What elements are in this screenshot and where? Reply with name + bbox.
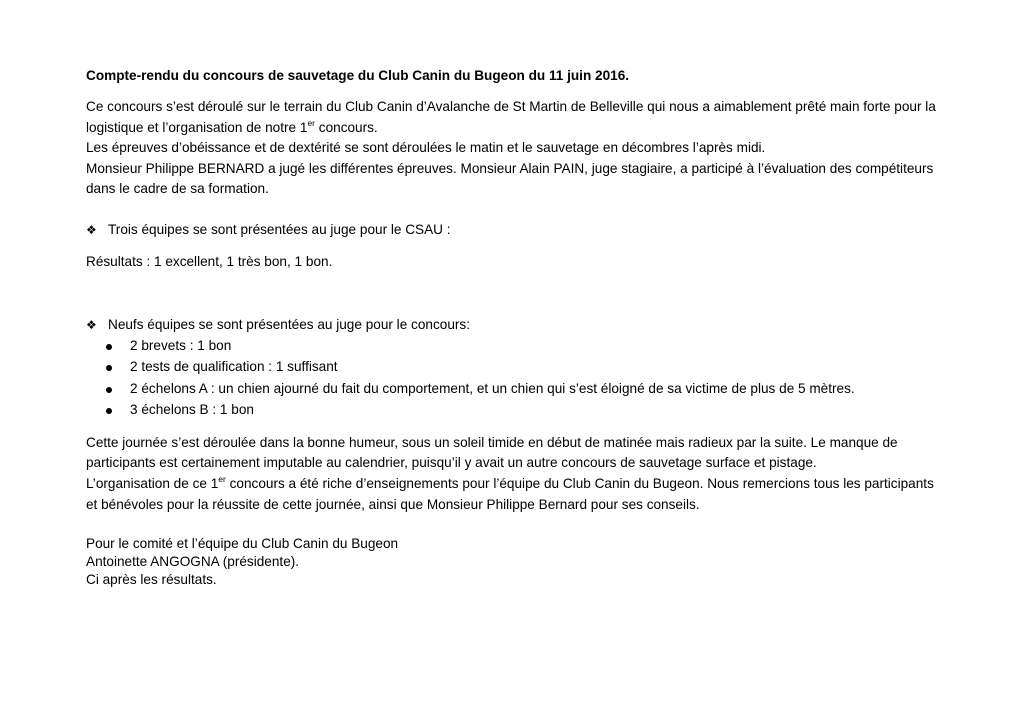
intro-line: dans le cadre de sa formation. (86, 181, 269, 197)
signature-line: Pour le comité et l’équipe du Club Canin du Bugeon (86, 536, 399, 552)
csau-heading: ❖ Trois équipes se sont présentées au juge pour le CSAU : (86, 220, 936, 241)
document-title: Compte-rendu du concours de sauvetage du Club Canin du Bugeon du 11 juin 2016. (86, 68, 630, 83)
closing-line: participants est certainement imputable au calendrier, puisqu’il y avait un autre concours de sauvetage surface et pistage. (86, 455, 817, 471)
concours-results-list (86, 336, 936, 422)
closing-line: et bénévoles pour la réussite de cette journée, ainsi que Monsieur Philippe Bernard pour ses conseils. (86, 496, 700, 512)
diamond-bullet-icon: ❖ (86, 318, 97, 333)
list-item: 2 échelons A : un chien ajourné du fait du comportement, et un chien qui s’est éloigné de sa victime de plus de 5 mètres. (130, 379, 936, 401)
round-bullet-icon (106, 408, 112, 414)
signature-name: Antoinette ANGOGNA (présidente). (86, 554, 300, 570)
list-item: 2 tests de qualification : 1 suffisant (130, 357, 936, 379)
csau-results: Résultats : 1 excellent, 1 très bon, 1 bon. (86, 253, 333, 269)
intro-line: logistique et l’organisation de notre 1er concours. (86, 117, 378, 135)
diamond-bullet-icon: ❖ (86, 222, 97, 237)
intro-paragraph (86, 97, 936, 200)
list-item: 3 échelons B : 1 bon (130, 400, 936, 422)
intro-line: Les épreuves d’obéissance et de dextérité se sont déroulées le matin et le sauvetage en décombres l’après midi. (86, 140, 766, 156)
document-page (86, 66, 936, 589)
round-bullet-icon (106, 387, 112, 393)
round-bullet-icon (106, 365, 112, 371)
intro-line: Monsieur Philippe BERNARD a jugé les différentes épreuves. Monsieur Alain PAIN, juge stagiaire, a participé à l’évaluation des compétiteurs (86, 160, 934, 176)
signature-block (86, 535, 936, 589)
closing-line: Cette journée s’est déroulée dans la bonne humeur, sous un soleil timide en début de matinée mais radieux par la suite. Le manque de (86, 434, 898, 450)
ordinal-superscript: er (218, 473, 226, 484)
concours-heading: ❖ Neufs équipes se sont présentées au juge pour le concours: (86, 315, 936, 336)
round-bullet-icon (106, 344, 112, 350)
signature-line: Ci après les résultats. (86, 572, 217, 588)
closing-line: L’organisation de ce 1er concours a été riche d’enseignements pour l’équipe du Club Canin du Bugeon. Nous remercions tous les participants (86, 473, 934, 491)
intro-line: Ce concours s’est déroulé sur le terrain du Club Canin d’Avalanche de St Martin de Belleville qui nous a aimablement prêté main forte pour la (86, 99, 936, 114)
list-item: 2 brevets : 1 bon (130, 336, 936, 358)
ordinal-superscript: er (307, 117, 315, 128)
closing-paragraph (86, 433, 936, 515)
